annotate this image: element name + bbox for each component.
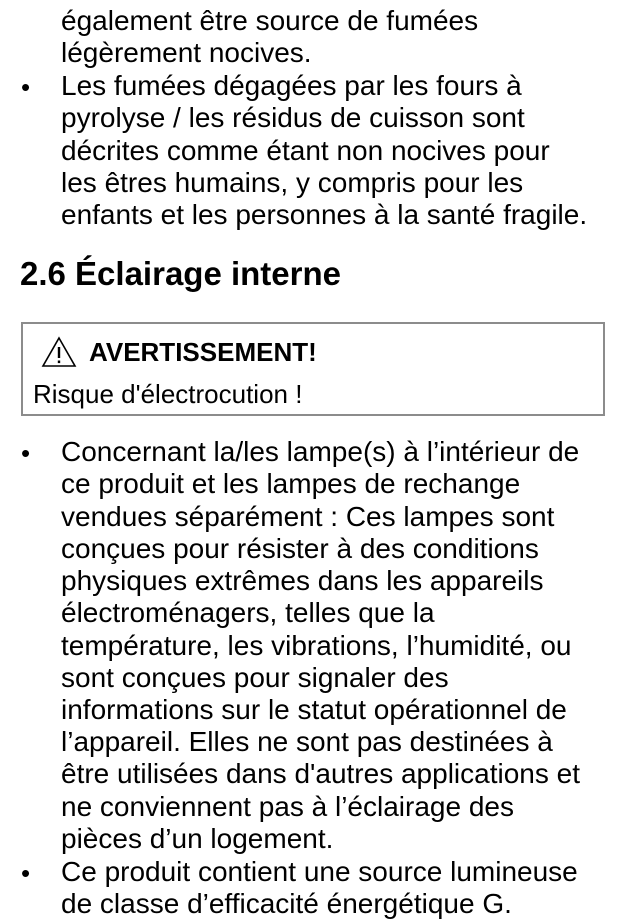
- bullet-dot: •: [21, 858, 31, 888]
- bullet-energy-line: Ce produit contient une source lumineuse: [61, 856, 578, 887]
- bullet-fumes-line: décrites comme étant non nocives pour: [61, 135, 550, 166]
- bullet-lamps-line: sont conçues pour signaler des: [61, 662, 449, 693]
- bullet-fumes-line: pyrolyse / les résidus de cuisson sont: [61, 102, 525, 133]
- bullet-lamps-line: pièces d’un logement.: [61, 823, 334, 854]
- bullet-energy-line: de classe d’efficacité énergétique G.: [61, 888, 512, 919]
- bullet-dot: •: [21, 72, 31, 102]
- warning-text: Risque d'électrocution !: [33, 379, 303, 409]
- bullet-lamps-line: être utilisées dans d'autres applications et: [61, 758, 580, 789]
- bullet-fumes-line: Les fumées dégagées par les fours à: [61, 70, 522, 101]
- warning-box: [21, 322, 605, 416]
- bullet-fumes-line: les êtres humains, y compris pour les: [61, 167, 524, 198]
- intro-line: également être source de fumées: [61, 5, 479, 36]
- bullet-lamps-line: informations sur le statut opérationnel de: [61, 694, 567, 725]
- bullet-lamps-line: électroménagers, telles que la: [61, 597, 435, 628]
- warning-triangle-icon: [41, 336, 77, 368]
- warning-title: AVERTISSEMENT!: [89, 336, 317, 367]
- bullet-dot: •: [21, 438, 31, 468]
- bullet-lamps-line: conçues pour résister à des conditions: [61, 533, 539, 564]
- warning-title-row: [41, 334, 317, 370]
- bullet-lamps-line: vendues séparément : Ces lampes sont: [61, 501, 555, 532]
- bullet-lamps-line: Concernant la/les lampe(s) à l’intérieur de: [61, 436, 580, 467]
- intro-line: légèrement nocives.: [61, 37, 312, 68]
- bullet-lamps-line: ne conviennent pas à l’éclairage des: [61, 791, 514, 822]
- bullet-fumes-line: enfants et les personnes à la santé fragile.: [61, 199, 588, 230]
- bullet-lamps-line: physiques extrêmes dans les appareils: [61, 565, 544, 596]
- bullet-lamps-line: température, les vibrations, l’humidité, ou: [61, 630, 572, 661]
- section-heading: 2.6 Éclairage interne: [20, 255, 341, 292]
- bullet-lamps-line: ce produit et les lampes de rechange: [61, 468, 521, 499]
- bullet-lamps-line: l’appareil. Elles ne sont pas destinées à: [61, 726, 553, 757]
